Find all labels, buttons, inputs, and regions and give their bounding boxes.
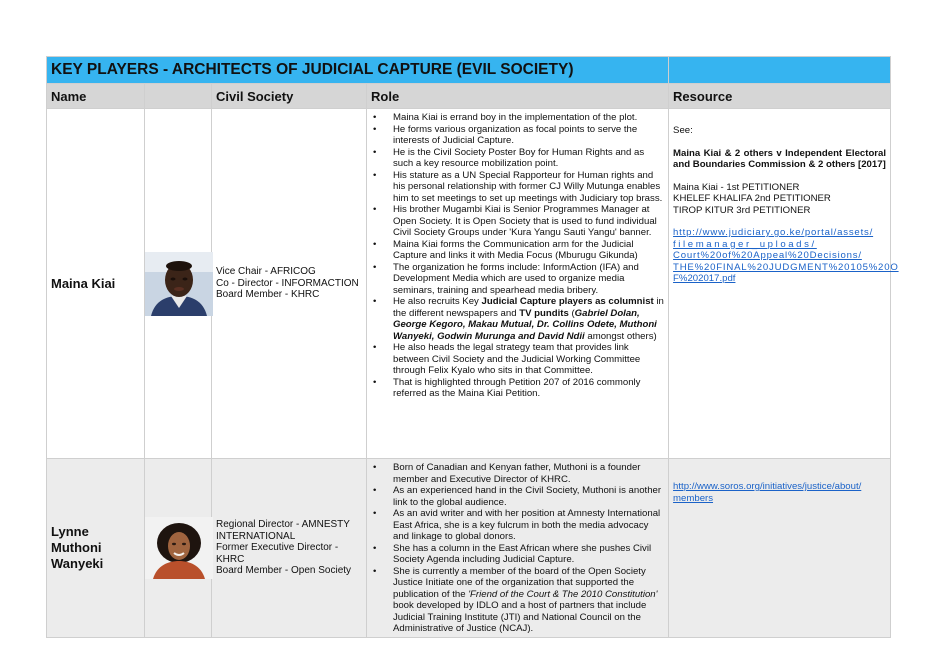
header-role: Role (367, 84, 669, 109)
role-bullet: • His brother Mugambi Kiai is Senior Programmes Manager at Open Society. It is Open Society that is used to fund individual Civil Society Groups under 'Kura Yangu Sauti Yangu' banner. (393, 204, 664, 239)
header-civil-society: Civil Society (212, 84, 367, 109)
resource-see-label: See: (673, 125, 693, 136)
role-list (371, 112, 664, 400)
petitioner-line: TIROP KITUR 3rd PETITIONER (673, 204, 811, 216)
role-bullet: • His stature as a UN Special Rapporteur for Human rights and his personal relationship with former CJ Willy Mutunga enables him to set meetings to set up meetings with Judiciary top brass. (393, 170, 664, 205)
judgment-link[interactable]: http://www.judiciary.go.ke/portal/assets/ filemanager_uploads/ Court%20of%20Appeal%20Decisions/ THE%20FINAL%20JUDGMENT%20105%20O F%202017.pdf (673, 227, 899, 284)
case-citation: Maina Kiai & 2 others v Independent Electoral and Boundaries Commission & 2 others [2017] (673, 147, 887, 170)
role-bullet: • He is the Civil Society Poster Boy for Human Rights and as such a key resource mobilization point. (393, 147, 664, 170)
portrait-image (145, 517, 213, 579)
civil-role-line: KHRC (216, 553, 245, 565)
table-title: KEY PLAYERS - ARCHITECTS OF JUDICIAL CAPTURE (EVIL SOCIETY) (47, 57, 669, 84)
civil-role-line: Regional Director - AMNESTY (216, 519, 350, 530)
person-photo (145, 517, 213, 579)
role-bullet: • That is highlighted through Petition 207 of 2016 commonly referred as the Maina Kiai Petition. (393, 377, 664, 400)
civil-role-line: Co - Director - INFORMACTION (216, 277, 359, 289)
person-photo (145, 252, 213, 316)
civil-role-line: Board Member - Open Society (216, 565, 352, 576)
petitioner-line: KHELEF KHALIFA 2nd PETITIONER (673, 193, 831, 204)
role-bullet: • Born of Canadian and Kenyan father, Muthoni is a founder member and Executive Director of KHRC. (393, 462, 664, 485)
role-bullet-rich: • He also recruits Key Judicial Capture players as columnist in the different newspapers and TV pundits (Gabriel Dolan, George Kegoro, Makau Mutual, Dr. Collins Odete, Muthoni Wanyeki, Godwin Murunga and David Ndii amongst others) (393, 296, 664, 342)
civil-role-line: Former Executive Director - (216, 542, 339, 553)
person-name: Maina Kiai (47, 109, 145, 459)
person-name: Lynne Muthoni Wanyeki (47, 459, 145, 638)
role-list (371, 462, 664, 635)
header-name: Name (47, 84, 145, 109)
role-bullet: • The organization he forms include: InformAction (IFA) and Development Media which are used to organize media seminars, training and spearhead media bribery. (393, 262, 664, 297)
role-bullet: • He also heads the legal strategy team that provides link between Civil Society and the Judicial Working Committee through Felix Kyalo who sits in that Committee. (393, 342, 664, 377)
portrait-image (145, 252, 213, 316)
petitioner-line: Maina Kiai - 1st PETITIONER (673, 181, 800, 193)
table-row (47, 109, 891, 459)
table-row (47, 459, 891, 638)
role-bullet: • Maina Kiai forms the Communication arm for the Judicial Capture and links it with Media Focus (Mburugu Gikunda) (393, 239, 664, 262)
civil-role-line: Board Member - KHRC (216, 289, 320, 301)
role-bullet: • Maina Kiai is errand boy in the implementation of the plot. (393, 112, 664, 124)
header-resource: Resource (669, 84, 891, 109)
role-bullet-rich: • She is currently a member of the board of the Open Society Justice Initiate one of the organization that supported the publication of the 'Friend of the Court & The 2010 Constitution' book developed by IDLO and a host of partners that include Judicial Training Institute (JTI) and National Council on the Administrative of Justice (NCAJ). (393, 566, 664, 635)
soros-link[interactable]: http://www.soros.org/initiatives/justice/about/ members (673, 481, 862, 504)
key-players-table (46, 56, 899, 638)
role-bullet: • He forms various organization as focal points to serve the interests of Judicial Capture. (393, 124, 664, 147)
civil-role-line: INTERNATIONAL (216, 530, 296, 542)
role-bullet: • As an experienced hand in the Civil Society, Muthoni is another link to the global audience. (393, 485, 664, 508)
civil-role-line: Vice Chair - AFRICOG (216, 266, 316, 278)
role-bullet: • She has a column in the East African where she pushes Civil Society Agenda including Judicial Capture. (393, 543, 664, 566)
role-bullet: • As an avid writer and with her position at Amnesty International East Africa, she is a key fulcrum in both the media advocacy and linkage to global donors. (393, 508, 664, 543)
